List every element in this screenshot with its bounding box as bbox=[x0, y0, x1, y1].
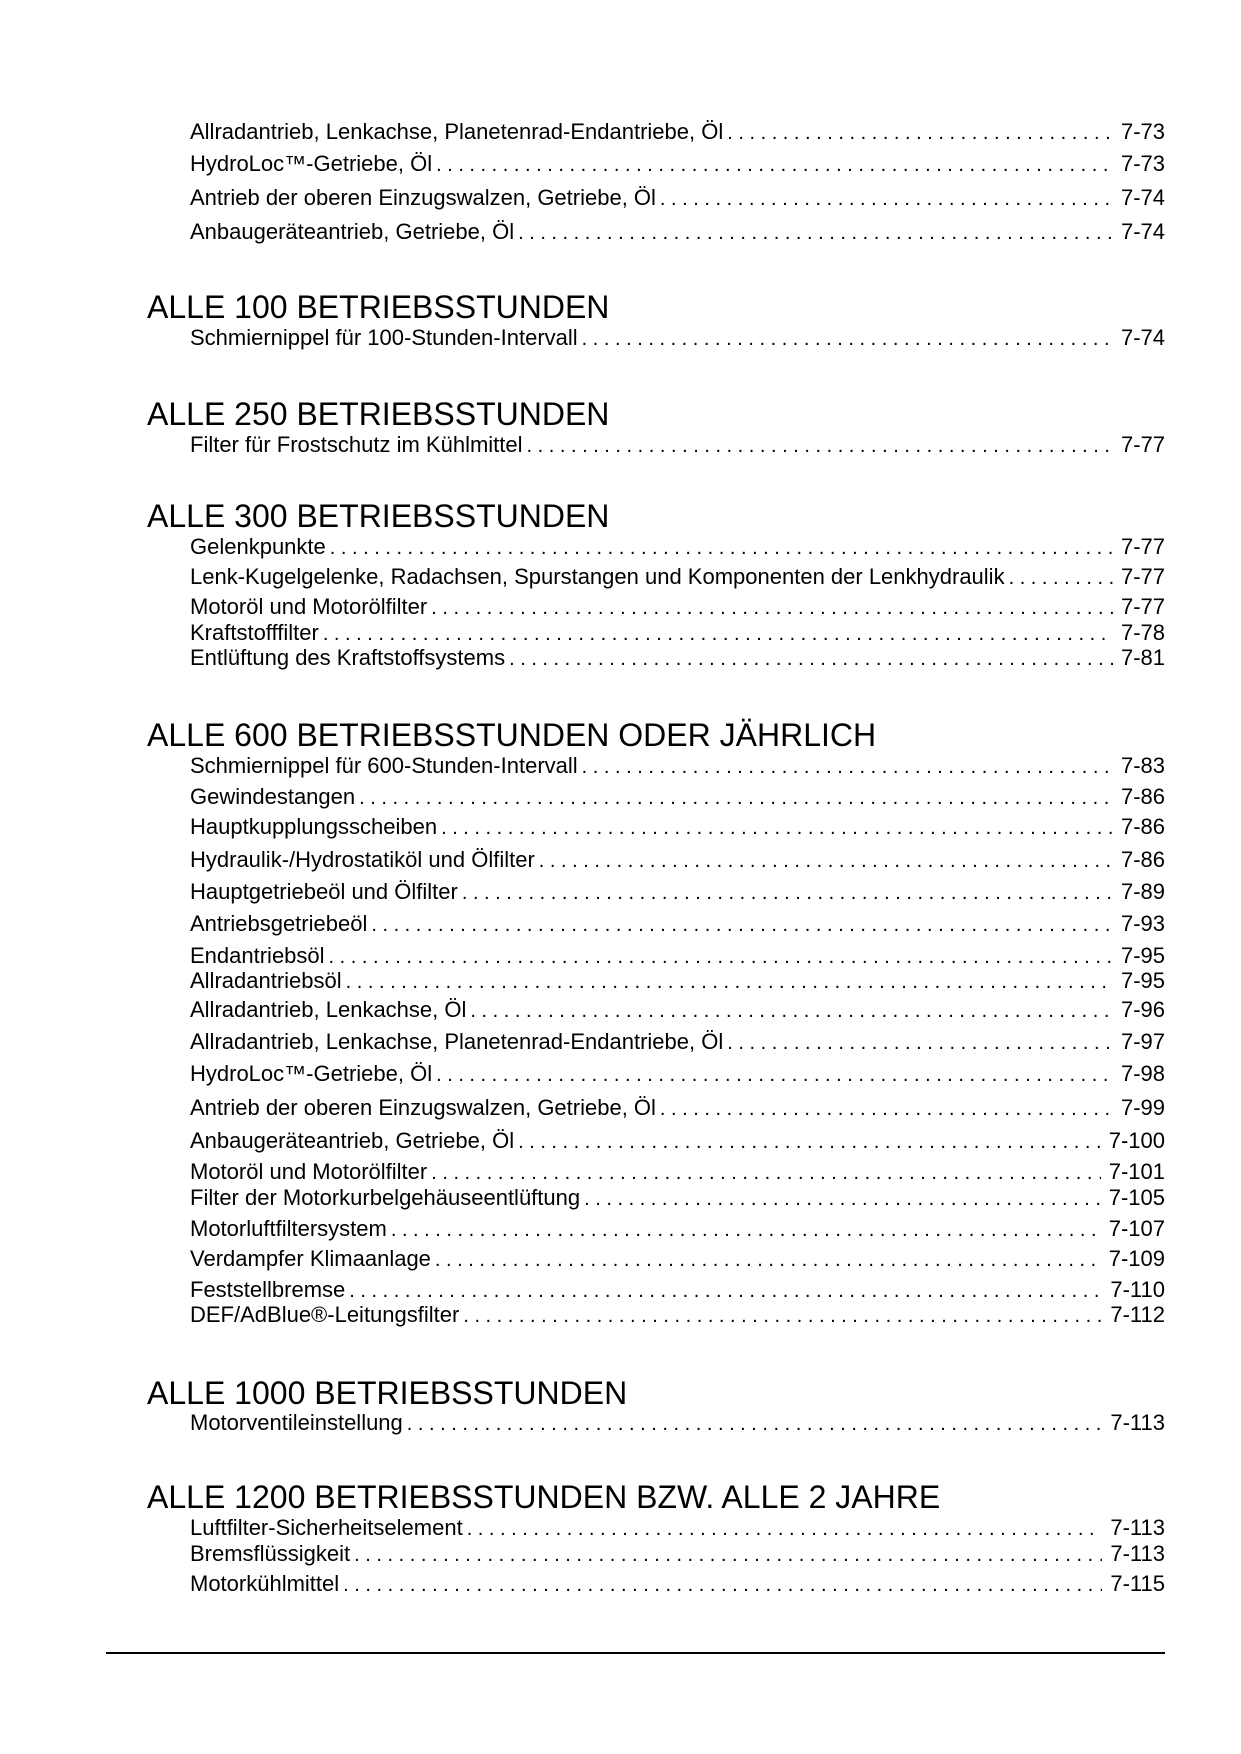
toc-entry[interactable] bbox=[190, 1409, 1165, 1437]
toc-entry[interactable] bbox=[190, 1514, 1165, 1542]
toc-entry-title: HydroLoc™-Getriebe, Öl bbox=[190, 1061, 433, 1086]
toc-entry[interactable] bbox=[190, 1540, 1165, 1568]
toc-entry-title: Hydraulik-/Hydrostatiköl und Ölfilter bbox=[190, 847, 535, 872]
toc-entry[interactable] bbox=[190, 218, 1165, 246]
dot-leader bbox=[354, 1541, 1102, 1568]
dot-leader bbox=[329, 943, 1113, 970]
dot-leader bbox=[391, 1216, 1101, 1243]
toc-entry-page: 7-95 bbox=[1120, 943, 1165, 968]
toc-entry-page: 7-74 bbox=[1120, 185, 1165, 210]
toc-entry-page: 7-77 bbox=[1120, 594, 1165, 619]
toc-entry-title: Antrieb der oberen Einzugswalzen, Getriebe, Öl bbox=[190, 185, 656, 210]
toc-entry-page: 7-113 bbox=[1110, 1515, 1165, 1540]
dot-leader bbox=[467, 1515, 1103, 1542]
dot-leader bbox=[343, 1571, 1102, 1598]
toc-entry-page: 7-78 bbox=[1120, 620, 1165, 645]
toc-entry[interactable] bbox=[190, 563, 1165, 591]
dot-leader bbox=[584, 1185, 1101, 1212]
toc-entry-page: 7-99 bbox=[1120, 1095, 1165, 1120]
toc-entry-title: Filter der Motorkurbelgehäuseentlüftung bbox=[190, 1185, 581, 1210]
toc-entry-title: Antriebsgetriebeöl bbox=[190, 911, 368, 936]
toc-entry-title: Luftfilter-Sicherheitselement bbox=[190, 1515, 463, 1540]
toc-entry-title: Allradantrieb, Lenkachse, Planetenrad-Endantriebe, Öl bbox=[190, 119, 724, 144]
toc-entry-page: 7-77 bbox=[1120, 564, 1165, 589]
toc-entry[interactable] bbox=[190, 644, 1165, 672]
bottom-rule bbox=[106, 1652, 1165, 1654]
toc-entry-page: 7-74 bbox=[1120, 325, 1165, 350]
toc-entry-title: Schmiernippel für 600-Stunden-Intervall bbox=[190, 753, 578, 778]
toc-entry[interactable] bbox=[190, 813, 1165, 841]
dot-leader bbox=[660, 185, 1113, 212]
toc-entry-title: DEF/AdBlue®-Leitungsfilter bbox=[190, 1302, 460, 1327]
dot-leader bbox=[509, 645, 1113, 672]
toc-entry-title: Antrieb der oberen Einzugswalzen, Getriebe, Öl bbox=[190, 1095, 656, 1120]
toc-entry-title: Allradantrieb, Lenkachse, Öl bbox=[190, 997, 467, 1022]
toc-entry-title: Lenk-Kugelgelenke, Radachsen, Spurstangen und Komponenten der Lenkhydraulik bbox=[190, 564, 1005, 589]
toc-entry-title: Anbaugeräteantrieb, Getriebe, Öl bbox=[190, 1128, 515, 1153]
toc-entry[interactable] bbox=[190, 752, 1165, 780]
toc-entry-page: 7-73 bbox=[1120, 119, 1165, 144]
section-heading: ALLE 600 BETRIEBSSTUNDEN ODER JÄHRLICH bbox=[147, 717, 877, 753]
dot-leader bbox=[539, 847, 1113, 874]
toc-entry-title: Hauptkupplungsscheiben bbox=[190, 814, 438, 839]
dot-leader bbox=[1009, 564, 1113, 591]
toc-entry-title: Allradantriebsöl bbox=[190, 968, 342, 993]
dot-leader bbox=[359, 784, 1113, 811]
toc-entry[interactable] bbox=[190, 1245, 1165, 1273]
toc-entry-title: Hauptgetriebeöl und Ölfilter bbox=[190, 879, 458, 904]
toc-entry-page: 7-77 bbox=[1120, 432, 1165, 457]
section-heading: ALLE 300 BETRIEBSSTUNDEN bbox=[147, 498, 610, 534]
toc-entry-title: Kraftstofffilter bbox=[190, 620, 319, 645]
toc-entry-page: 7-100 bbox=[1108, 1128, 1165, 1153]
toc-entry[interactable] bbox=[190, 1094, 1165, 1122]
toc-entry-page: 7-97 bbox=[1120, 1029, 1165, 1054]
toc-entry[interactable] bbox=[190, 1158, 1165, 1186]
toc-entry-page: 7-95 bbox=[1120, 968, 1165, 993]
toc-entry-title: Entlüftung des Kraftstoffsystems bbox=[190, 645, 506, 670]
toc-entry-page: 7-101 bbox=[1108, 1159, 1165, 1184]
toc-entry[interactable] bbox=[190, 942, 1165, 970]
section-heading: ALLE 250 BETRIEBSSTUNDEN bbox=[147, 396, 610, 432]
dot-leader bbox=[436, 1061, 1113, 1088]
toc-entry[interactable] bbox=[190, 1127, 1165, 1155]
toc-entry-title: Feststellbremse bbox=[190, 1277, 346, 1302]
dot-leader bbox=[323, 620, 1113, 647]
dot-leader bbox=[435, 1246, 1101, 1273]
dot-leader bbox=[727, 119, 1113, 146]
dot-leader bbox=[330, 534, 1113, 561]
toc-entry[interactable] bbox=[190, 118, 1165, 146]
toc-entry-title: Gewindestangen bbox=[190, 784, 356, 809]
dot-leader bbox=[463, 1302, 1102, 1329]
toc-entry-page: 7-115 bbox=[1110, 1571, 1165, 1596]
toc-entry-page: 7-74 bbox=[1120, 219, 1165, 244]
toc-entry-title: Allradantrieb, Lenkachse, Planetenrad-Endantriebe, Öl bbox=[190, 1029, 724, 1054]
toc-entry-title: Bremsflüssigkeit bbox=[190, 1541, 351, 1566]
toc-entry-title: Filter für Frostschutz im Kühlmittel bbox=[190, 432, 523, 457]
toc-entry-page: 7-93 bbox=[1120, 911, 1165, 936]
toc-entry-page: 7-98 bbox=[1120, 1061, 1165, 1086]
toc-entry-page: 7-105 bbox=[1108, 1185, 1165, 1210]
toc-entry-page: 7-83 bbox=[1120, 753, 1165, 778]
dot-leader bbox=[462, 879, 1113, 906]
toc-entry[interactable] bbox=[190, 878, 1165, 906]
toc-entry-page: 7-96 bbox=[1120, 997, 1165, 1022]
toc-entry-page: 7-86 bbox=[1120, 847, 1165, 872]
toc-entry[interactable] bbox=[190, 1060, 1165, 1088]
toc-entry[interactable] bbox=[190, 1301, 1165, 1329]
dot-leader bbox=[527, 432, 1113, 459]
dot-leader bbox=[518, 1128, 1101, 1155]
dot-leader bbox=[660, 1095, 1113, 1122]
toc-entry-page: 7-89 bbox=[1120, 879, 1165, 904]
dot-leader bbox=[431, 594, 1113, 621]
toc-entry-page: 7-86 bbox=[1120, 784, 1165, 809]
dot-leader bbox=[407, 1410, 1103, 1437]
toc-entry[interactable] bbox=[190, 431, 1165, 459]
toc-entry-title: Motoröl und Motorölfilter bbox=[190, 594, 428, 619]
toc-entry-title: Verdampfer Klimaanlage bbox=[190, 1246, 431, 1271]
toc-entry-page: 7-77 bbox=[1120, 534, 1165, 559]
toc-entry[interactable] bbox=[190, 1184, 1165, 1212]
section-heading: ALLE 1000 BETRIEBSSTUNDEN bbox=[147, 1375, 628, 1411]
toc-entry[interactable] bbox=[190, 593, 1165, 621]
toc-entry-title: Motorventileinstellung bbox=[190, 1410, 403, 1435]
dot-leader bbox=[470, 997, 1113, 1024]
dot-leader bbox=[441, 814, 1113, 841]
toc-entry-page: 7-86 bbox=[1120, 814, 1165, 839]
toc-entry-page: 7-107 bbox=[1108, 1216, 1165, 1241]
toc-entry[interactable] bbox=[190, 533, 1165, 561]
toc-entry-title: Motoröl und Motorölfilter bbox=[190, 1159, 428, 1184]
toc-entry[interactable] bbox=[190, 324, 1165, 352]
dot-leader bbox=[349, 1277, 1102, 1304]
toc-entry-page: 7-110 bbox=[1110, 1277, 1165, 1302]
toc-entry[interactable] bbox=[190, 910, 1165, 938]
toc-entry-page: 7-112 bbox=[1110, 1302, 1165, 1327]
dot-leader bbox=[518, 219, 1113, 246]
toc-entry-page: 7-81 bbox=[1120, 645, 1165, 670]
toc-entry-page: 7-73 bbox=[1120, 151, 1165, 176]
toc-entry-title: HydroLoc™-Getriebe, Öl bbox=[190, 151, 433, 176]
toc-entry-title: Gelenkpunkte bbox=[190, 534, 326, 559]
toc-entry[interactable] bbox=[190, 1276, 1165, 1304]
toc-entry[interactable] bbox=[190, 996, 1165, 1024]
dot-leader bbox=[431, 1159, 1101, 1186]
toc-entry[interactable] bbox=[190, 150, 1165, 178]
toc-entry[interactable] bbox=[190, 967, 1165, 995]
toc-entry[interactable] bbox=[190, 184, 1165, 212]
dot-leader bbox=[582, 325, 1113, 352]
toc-entry-title: Schmiernippel für 100-Stunden-Intervall bbox=[190, 325, 578, 350]
dot-leader bbox=[371, 911, 1113, 938]
toc-entry-title: Endantriebsöl bbox=[190, 943, 325, 968]
toc-entry-page: 7-109 bbox=[1108, 1246, 1165, 1271]
toc-entry-title: Anbaugeräteantrieb, Getriebe, Öl bbox=[190, 219, 515, 244]
dot-leader bbox=[346, 968, 1113, 995]
toc-entry-title: Motorkühlmittel bbox=[190, 1571, 340, 1596]
toc-entry[interactable] bbox=[190, 1215, 1165, 1243]
toc-entry-page: 7-113 bbox=[1110, 1541, 1165, 1566]
dot-leader bbox=[727, 1029, 1113, 1056]
toc-entry[interactable] bbox=[190, 783, 1165, 811]
section-heading: ALLE 1200 BETRIEBSSTUNDEN BZW. ALLE 2 JAHRE bbox=[147, 1479, 941, 1515]
dot-leader bbox=[436, 151, 1113, 178]
dot-leader bbox=[582, 753, 1113, 780]
section-heading: ALLE 100 BETRIEBSSTUNDEN bbox=[147, 289, 610, 325]
toc-entry-page: 7-113 bbox=[1110, 1410, 1165, 1435]
toc-entry[interactable] bbox=[190, 1570, 1165, 1598]
toc-entry[interactable] bbox=[190, 846, 1165, 874]
toc-entry[interactable] bbox=[190, 1028, 1165, 1056]
toc-entry[interactable] bbox=[190, 619, 1165, 647]
toc-entry-title: Motorluftfiltersystem bbox=[190, 1216, 387, 1241]
